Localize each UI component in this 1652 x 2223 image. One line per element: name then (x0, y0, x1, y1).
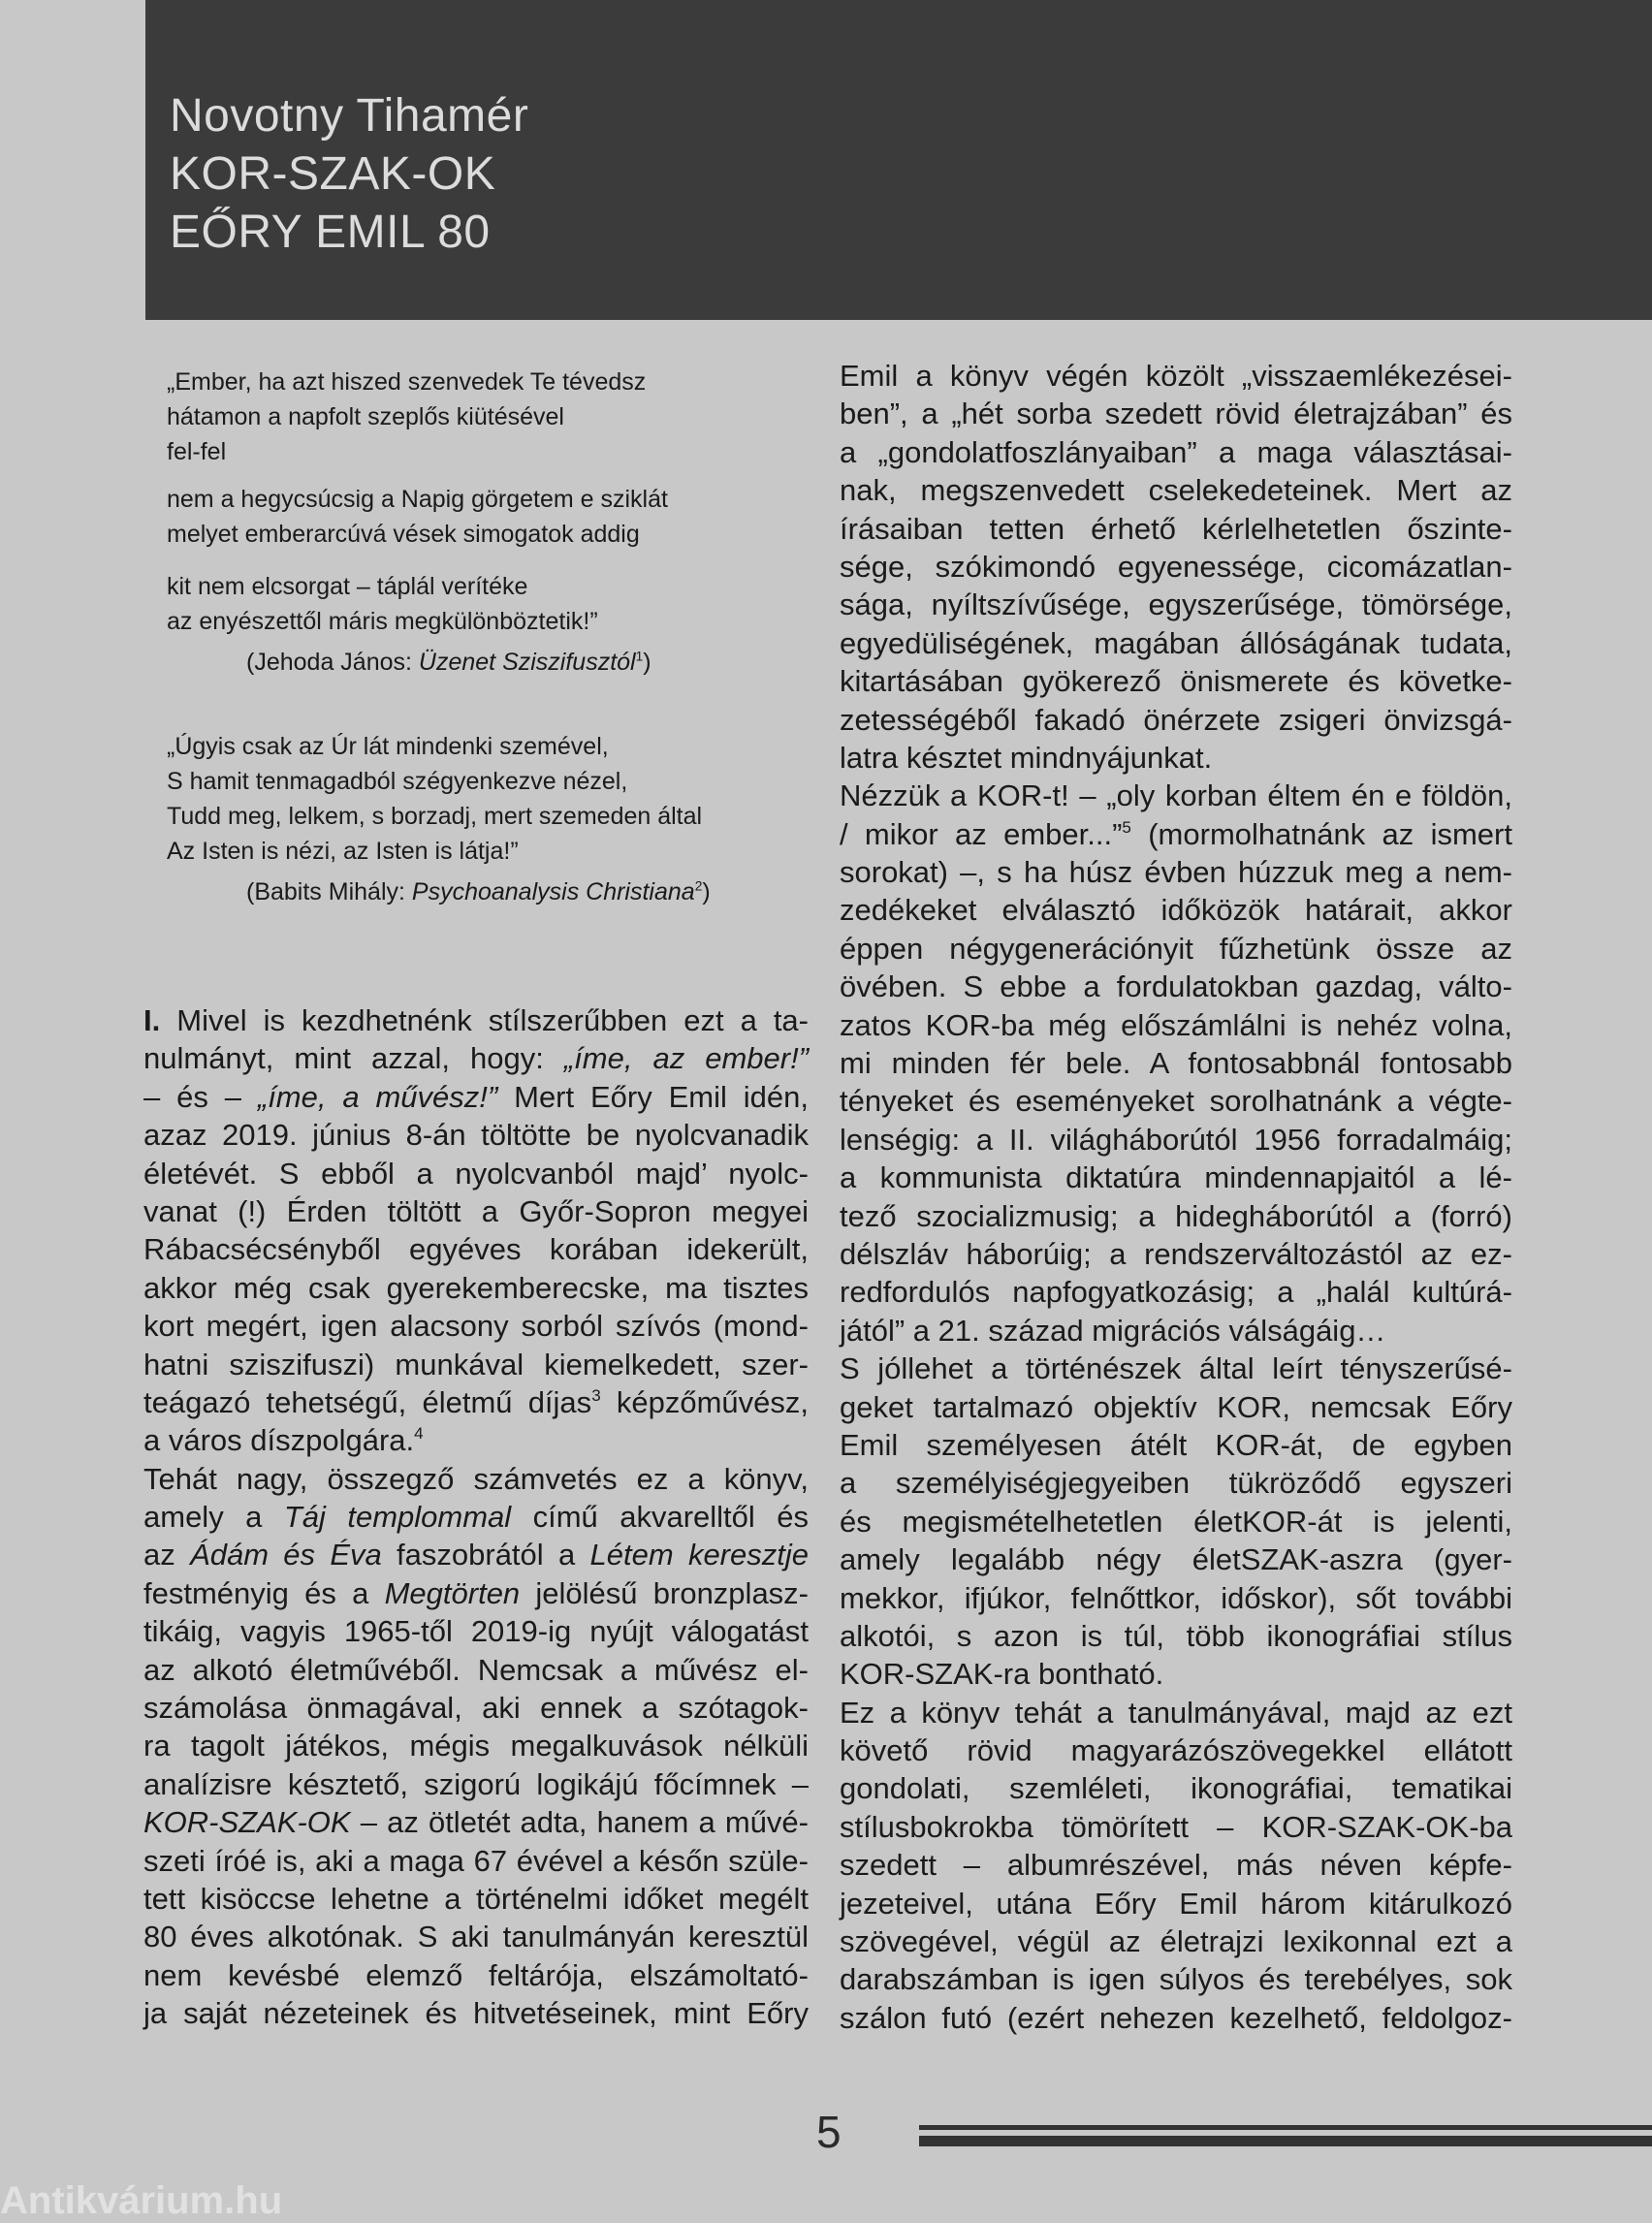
text-line (840, 1388, 1512, 1426)
text-segment: analízisre késztető, szigorú logikájú főcímnek – (143, 1766, 809, 1801)
text-segment: zetességéből fakadó önérzete zsigeri önvizsgá- (840, 702, 1512, 737)
text-segment: Tehát nagy, összegző számvetés ez a könyv, (143, 1461, 809, 1496)
text-line (840, 586, 1512, 623)
italic-text: Táj templommal (283, 1500, 512, 1535)
footnote-ref: 2 (694, 878, 703, 894)
text-segment: tett kisöccse lehetne a történelmi időket megélt (143, 1881, 809, 1916)
text-segment: tikáig, vagyis 1965-től 2019-ig nyújt válogatást (143, 1614, 809, 1649)
text-line (840, 1235, 1512, 1273)
text-line (143, 1155, 809, 1192)
text-segment: alkotói, s azon is túl, több ikonográfiai stílus (840, 1618, 1512, 1653)
text-line (840, 395, 1512, 432)
text-segment: tező szocializmusig; a hidegháborútól a (forró) (840, 1198, 1512, 1233)
text-line (840, 1846, 1512, 1884)
text-segment: vanat (!) Érden töltött a Győr-Sopron megyei (143, 1193, 809, 1228)
text-segment: övében. S ebbe a fordulatokban gazdag, válto- (840, 969, 1512, 1004)
text-line (840, 1312, 1512, 1350)
text-line (143, 1689, 809, 1727)
text-segment: Mert Eőry Emil idén, (497, 1079, 809, 1114)
poem-line: „Ember, ha azt hiszed szenvedek Te tévedsz (167, 368, 647, 396)
text-line (143, 1536, 809, 1573)
text-segment: írásaiban tetten érhető kérlelhetetlen őszinte- (840, 511, 1512, 546)
text-line (840, 701, 1512, 739)
attribution-close: ) (702, 878, 711, 905)
text-segment: kitartásában gyökerező önismerete és követke- (840, 664, 1512, 699)
page-number: 5 (816, 2107, 842, 2157)
text-segment: követő rövid magyarázószövegekkel ellátott (840, 1733, 1512, 1768)
text-segment: jelölésű bronzplasz- (520, 1575, 810, 1610)
text-segment: mi minden fér bele. A fontosabbnál fontosabb (840, 1046, 1512, 1081)
poem-line: az enyészettől máris megkülönböztetik!” (167, 608, 598, 635)
footnote-ref: 1 (635, 649, 644, 664)
text-segment: zatos KOR-ba még előszámlálni is nehéz volna, (840, 1007, 1512, 1042)
text-line (840, 1808, 1512, 1846)
text-segment: 80 éves alkotónak. S aki tanulmányán keresztül (143, 1920, 809, 1954)
text-segment: ra tagolt játékos, mégis megalkuvások nélküli (143, 1729, 809, 1763)
text-segment: életévét. S ebből a nyolcvanból majd’ nyolc- (143, 1156, 809, 1191)
text-line (840, 1655, 1512, 1693)
italic-text: KOR-SZAK-OK (143, 1805, 351, 1840)
text-line (840, 1273, 1512, 1311)
text-segment: ben”, a „hét sorba szedett rövid életrajzában” és (840, 397, 1512, 431)
text-line (840, 433, 1512, 471)
footnote-ref: 4 (414, 1424, 424, 1444)
text-segment: Rábacsécsényből egyéves korában idekerült, (143, 1232, 809, 1267)
text-line (143, 1918, 809, 1955)
text-line (840, 1885, 1512, 1922)
text-line (840, 891, 1512, 929)
text-line (840, 1731, 1512, 1769)
text-segment: – az ötletét adta, hanem a művé- (350, 1805, 809, 1840)
text-segment: képzőművész, (600, 1384, 809, 1419)
italic-text: „íme, a művész!” (257, 1079, 498, 1114)
text-line (143, 1460, 809, 1498)
text-segment: az alkotó életművéből. Nemcsak a művész el- (143, 1652, 809, 1687)
text-segment: Mivel is kezdhetnénk stílszerűbben ezt a ta- (160, 1003, 809, 1037)
epigraph-poem-1 (167, 365, 787, 680)
text-line (840, 1540, 1512, 1578)
text-segment: kort megért, igen alacsony sorból szívós (mond- (143, 1309, 809, 1344)
text-line (840, 1006, 1512, 1044)
text-segment: sorokat) –, s ha húsz évben húzzuk meg a nem- (840, 855, 1512, 890)
text-line (840, 1617, 1512, 1655)
text-line (840, 1044, 1512, 1082)
poem-attribution (167, 874, 787, 909)
text-segment: akkor még csak gyerekemberecske, ma tisztes (143, 1270, 809, 1305)
text-line (143, 1269, 809, 1307)
text-line (840, 1769, 1512, 1807)
epigraph-poem-2 (167, 729, 787, 909)
text-line (143, 1765, 809, 1803)
text-segment: Emil személyesen átélt KOR-át, de egyben (840, 1427, 1512, 1462)
text-line (143, 1383, 809, 1421)
text-line (143, 1421, 809, 1459)
attribution-close: ) (643, 649, 651, 676)
text-segment: S jóllehet a történészek által leírt tényszerűsé- (840, 1351, 1512, 1386)
text-segment: az (143, 1538, 191, 1572)
poem-line: S hamit tenmagadból szégyenkezve nézel, (167, 768, 628, 795)
text-segment: egyedüliségének, magában állóságának tudata, (840, 625, 1512, 660)
text-segment: nulmányt, mint azzal, hogy: (143, 1041, 564, 1076)
text-segment: éppen négygenerációnyit fűzhetünk össze az (840, 931, 1512, 966)
text-segment: mekkor, ifjúkor, felnőttkor, időskor), sőt további (840, 1580, 1512, 1615)
article-title-block (170, 87, 528, 262)
poem-line: fel-fel (167, 438, 227, 465)
text-segment: Emil a könyv végén közölt „visszaemlékezései- (840, 359, 1512, 393)
body-column-left (143, 1001, 809, 2033)
text-segment: Nézzük a KOR-t! – „oly korban éltem én e földön, (840, 778, 1512, 813)
article-subtitle: EŐRY EMIL 80 (170, 206, 491, 258)
italic-text: „íme, az ember!” (563, 1041, 810, 1076)
attribution-author: (Babits Mihály: (246, 878, 412, 905)
footer-rule-thick (919, 2136, 1652, 2146)
text-line (143, 1956, 809, 1994)
text-line (143, 1039, 809, 1077)
text-segment: a város díszpolgára. (143, 1423, 415, 1458)
attribution-author: (Jehoda János: (246, 649, 419, 676)
text-segment: a kommunista diktatúra mindennapjaitól a lé- (840, 1160, 1512, 1195)
poem-line: Tudd meg, lelkem, s borzadj, mert szemeden által (167, 803, 703, 830)
text-segment: darabszámban is igen súlyos és terebélyes, sok (840, 1962, 1512, 1997)
text-segment: gondolati, szemléleti, ikonográfiai, tematikai (840, 1771, 1512, 1806)
text-line (840, 1350, 1512, 1387)
author-name: Novotny Tihamér (170, 90, 529, 142)
text-segment: amely a (143, 1500, 284, 1535)
text-line (840, 662, 1512, 700)
text-line (840, 624, 1512, 662)
text-line (840, 777, 1512, 814)
poem-line: hátamon a napfolt szeplős kiütésével (167, 403, 564, 430)
text-line (840, 548, 1512, 586)
text-line (840, 930, 1512, 968)
poem-attribution (167, 645, 787, 680)
text-segment: nem kevésbé elemző feltárója, elszámoltató- (143, 1957, 809, 1992)
text-line (143, 1994, 809, 2032)
text-segment: és megismételhetetlen életKOR-át is jelenti, (840, 1504, 1512, 1539)
text-segment: faszobrától a (381, 1538, 590, 1572)
text-segment: zedékeket elválasztó időközök határait, akkor (840, 893, 1512, 928)
text-segment: jezeteivel, utána Eőry Emil három kitárulkozó (840, 1886, 1512, 1921)
italic-text: Létem keresztje (589, 1538, 809, 1572)
text-segment: sága, nyíltszívűsége, egyszerűsége, tömörsége, (840, 588, 1512, 622)
text-line (840, 739, 1512, 777)
footer-rule-thin (919, 2125, 1652, 2130)
text-segment: – és – (143, 1079, 258, 1114)
footnote-ref: 3 (591, 1385, 601, 1405)
text-line (143, 1651, 809, 1689)
text-segment: azaz 2019. június 8-án töltötte be nyolcvanadik (143, 1118, 809, 1153)
text-line (143, 1001, 809, 1039)
text-line (143, 1346, 809, 1383)
text-segment: számolása önmagával, aki ennek a szótagok- (143, 1691, 809, 1726)
text-segment: tényeket és eseményeket sorolhatnánk a végte- (840, 1084, 1512, 1119)
text-segment: szövegével, végül az életrajzi lexikonnal ezt a (840, 1924, 1512, 1959)
attribution-work: Psychoanalysis Christiana (411, 878, 695, 905)
body-column-right (840, 357, 1512, 2037)
text-segment: (mormolhatnánk az ismert (1130, 816, 1512, 851)
text-line (840, 1579, 1512, 1617)
text-segment: lenségig: a II. világháborútól 1956 forradalmáig; (840, 1122, 1512, 1157)
text-line (840, 1464, 1512, 1502)
poem-line: „Úgyis csak az Úr lát mindenki szemével, (167, 733, 609, 760)
text-segment: ja saját nézeteinek és hitvetéseinek, mint Eőry (143, 1996, 809, 2031)
attribution-work: Üzenet Sziszifusztól (418, 649, 636, 676)
text-segment: sége, szókimondó egyenessége, cicomázatlan- (840, 549, 1512, 584)
text-line (840, 1960, 1512, 1998)
poem-line: nem a hegycsúcsig a Napig görgetem e sziklát (167, 486, 668, 513)
text-segment: délszláv háborúig; a rendszerváltozástól az ez- (840, 1236, 1512, 1271)
header-band (145, 0, 1652, 320)
text-segment: latra késztet mindnyájunkat. (840, 740, 1213, 775)
text-segment: című akvarelltől és (511, 1500, 809, 1535)
text-line (143, 1230, 809, 1268)
text-line (143, 1880, 809, 1918)
text-line (840, 1922, 1512, 1960)
text-line (143, 1842, 809, 1880)
text-line (840, 1121, 1512, 1159)
text-line (840, 1999, 1512, 2037)
text-segment: festményig és a (143, 1575, 385, 1610)
text-line (143, 1078, 809, 1116)
text-line (840, 1694, 1512, 1731)
text-segment: / mikor az ember...” (840, 816, 1123, 851)
text-segment: szedett – albumrészével, más néven képfe- (840, 1848, 1512, 1883)
italic-text: Megtörten (384, 1575, 521, 1610)
text-segment: stílusbokrokba tömörített – KOR-SZAK-OK-ba (840, 1809, 1512, 1844)
article-title: KOR-SZAK-OK (170, 148, 496, 200)
text-segment: a személyiségjegyeiben tükröződő egyszeri (840, 1466, 1512, 1501)
poem-line: kit nem elcsorgat – táplál verítéke (167, 573, 528, 600)
text-line (840, 471, 1512, 509)
text-line (840, 510, 1512, 548)
text-segment: hatni sziszifuszi) munkával kiemelkedett, szer- (143, 1347, 809, 1381)
section-number: I. (143, 1003, 161, 1037)
text-line (840, 1503, 1512, 1540)
text-segment: teágazó tehetségű, életmű díjas (143, 1384, 592, 1419)
text-line (840, 1197, 1512, 1235)
watermark: Antikvárium.hu (0, 2179, 283, 2222)
text-segment: Ez a könyv tehát a tanulmányával, majd az ezt (840, 1695, 1512, 1730)
poem-line: Az Isten is nézi, az Isten is látja!” (167, 838, 519, 865)
text-line (143, 1612, 809, 1650)
text-segment: amely legalább négy életSZAK-aszra (gyer- (840, 1542, 1512, 1577)
text-line (143, 1192, 809, 1230)
text-segment: redfordulós napfogyatkozásig; a „halál kultúrá- (840, 1275, 1512, 1310)
text-segment: a „gondolatfoszlányaiban” a maga választásai- (840, 434, 1512, 469)
text-line (143, 1727, 809, 1764)
text-line (143, 1574, 809, 1612)
text-line (840, 1159, 1512, 1196)
text-segment: geket tartalmazó objektív KOR, nemcsak Eőry (840, 1389, 1512, 1424)
text-line (840, 1082, 1512, 1120)
text-line (840, 968, 1512, 1005)
text-line (840, 853, 1512, 891)
text-segment: nak, megszenvedett cselekedeteinek. Mert az (840, 473, 1512, 508)
footnote-ref: 5 (1122, 817, 1131, 837)
text-segment: szeti íróé is, aki a maga 67 évével a későn szüle- (143, 1843, 809, 1878)
text-segment: szálon futó (ezért nehezen kezelhető, feldolgoz- (840, 2000, 1512, 2035)
text-segment: jától” a 21. század migrációs válságáig… (840, 1313, 1386, 1348)
text-line (143, 1498, 809, 1536)
text-segment: KOR-SZAK-ra bontható. (840, 1657, 1164, 1692)
text-line (840, 815, 1512, 853)
poem-line: melyet emberarcúvá vések simogatok addig (167, 521, 640, 548)
text-line (840, 357, 1512, 395)
italic-text: Ádám és Éva (190, 1538, 382, 1572)
text-line (840, 1426, 1512, 1464)
epigraphs (167, 365, 787, 909)
text-line (143, 1307, 809, 1345)
text-line (143, 1116, 809, 1154)
text-line (143, 1803, 809, 1841)
